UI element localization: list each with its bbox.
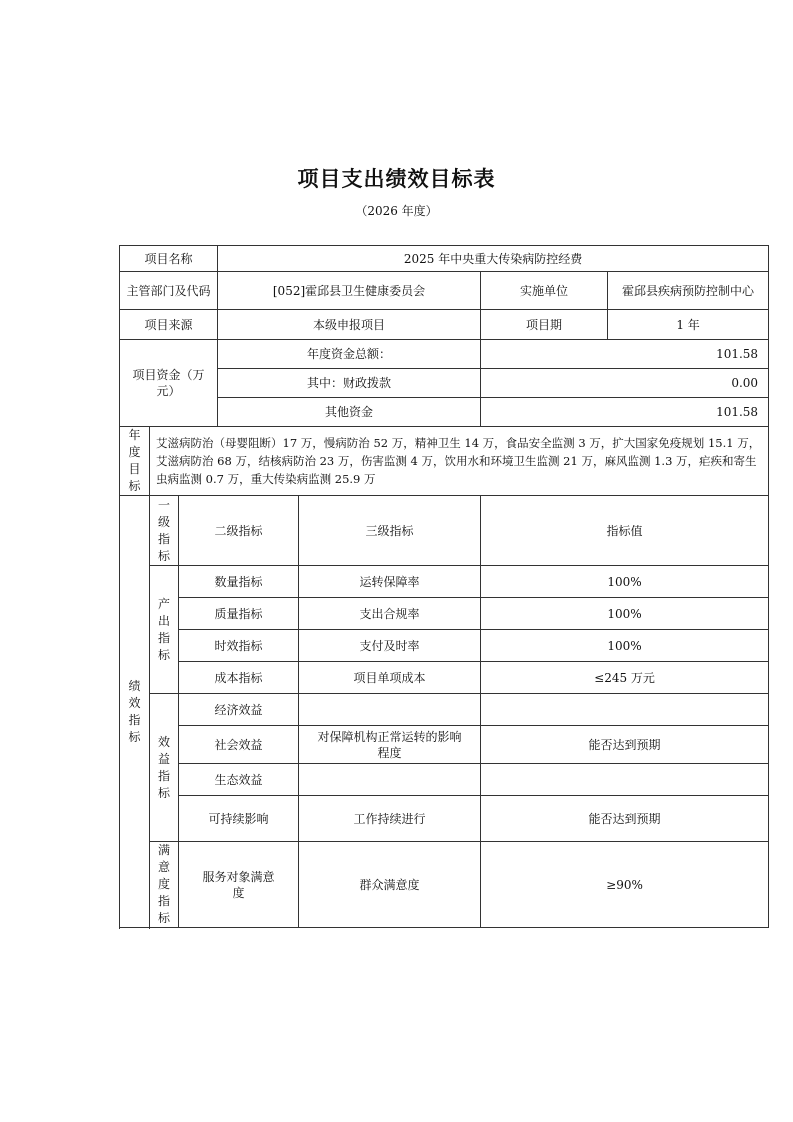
department-label: 主管部门及代码	[120, 272, 218, 310]
level2-cell: 质量指标	[179, 598, 299, 630]
output-row	[120, 662, 769, 694]
benefit-row	[120, 726, 769, 764]
project-name-value: 2025 年中央重大传染病防控经费	[218, 246, 769, 272]
row-project-name	[120, 246, 769, 272]
header-value: 指标值	[481, 496, 769, 566]
benefit-row	[120, 764, 769, 796]
page-subtitle: （2026 年度）	[355, 204, 438, 218]
indicator-value-cell	[481, 694, 769, 726]
level3-cell	[299, 694, 481, 726]
indicator-value-cell: 100%	[481, 630, 769, 662]
level3-cell: 项目单项成本	[299, 662, 481, 694]
benefit-row	[120, 796, 769, 842]
impl-unit-label: 实施单位	[481, 272, 608, 310]
funds-fiscal-label: 其中：财政拨款	[218, 369, 481, 398]
level3-cell	[299, 726, 481, 764]
project-name-label: 项目名称	[120, 246, 218, 272]
level3-cell: 运转保障率	[299, 566, 481, 598]
row-annual-goal	[120, 427, 769, 496]
impl-unit-value: 霍邱县疾病预防控制中心	[608, 272, 769, 310]
source-label: 项目来源	[120, 310, 218, 340]
funds-label	[120, 340, 218, 427]
page-title: 项目支出绩效目标表	[297, 167, 496, 191]
row-department	[120, 272, 769, 310]
annual-goal-label-text: 年度目标	[128, 428, 141, 493]
benefit-indicators-label	[150, 694, 179, 842]
level3-cell: 支付及时率	[299, 630, 481, 662]
row-source	[120, 310, 769, 340]
level3-cell	[299, 764, 481, 796]
level2-cell: 数量指标	[179, 566, 299, 598]
funds-total-label: 年度资金总额：	[218, 340, 481, 369]
row-indicator-header	[120, 496, 769, 566]
indicator-value-cell: 100%	[481, 566, 769, 598]
header-level3: 三级指标	[299, 496, 481, 566]
header-level1	[150, 496, 179, 566]
department-value: [052]霍邱县卫生健康委员会	[218, 272, 481, 310]
level2-cell: 经济效益	[179, 694, 299, 726]
level2-cell: 时效指标	[179, 630, 299, 662]
satisfaction-row	[120, 842, 769, 928]
benefit-indicators-label-text: 效益指标	[157, 734, 170, 800]
indicators-section-label	[120, 496, 150, 928]
header-level2: 二级指标	[179, 496, 299, 566]
period-value: 1 年	[608, 310, 769, 340]
funds-other-value: 101.58	[481, 398, 769, 427]
indicator-value-cell: 能否达到预期	[481, 726, 769, 764]
annual-goal-text: 艾滋病防治（母婴阻断）17 万，慢病防治 52 万，精神卫生 14 万，食品安全监测 3 万，扩大国家免疫规划 15.1 万，艾滋病防治 68 万，结核病防治 23 万，伤害监测 4 万，饮用水和环境卫生监测 21 万，麻风监测 1.3 万，疟疾和寄生虫病监测 0.7 万，重大传染病监测 25.9 万	[150, 427, 769, 496]
indicator-value-cell: ≥90%	[481, 842, 769, 928]
funds-label-text: 项目资金（万元）	[132, 368, 205, 398]
row-funds-other	[120, 398, 769, 427]
output-row	[120, 630, 769, 662]
level3-cell: 工作持续进行	[299, 796, 481, 842]
satisfaction-indicators-label	[150, 842, 179, 928]
level3-cell: 群众满意度	[299, 842, 481, 928]
output-indicators-label	[150, 566, 179, 694]
row-funds-fiscal	[120, 369, 769, 398]
funds-fiscal-value: 0.00	[481, 369, 769, 398]
level2-cell	[179, 842, 299, 928]
level3-text: 对保障机构正常运转的影响程度	[317, 729, 462, 760]
level2-cell: 生态效益	[179, 764, 299, 796]
level2-text: 服务对象满意度	[202, 869, 275, 900]
annual-goal-label	[120, 427, 150, 496]
level2-cell	[179, 796, 299, 842]
level3-cell: 支出合规率	[299, 598, 481, 630]
indicators-section-label-text: 绩效指标	[128, 678, 141, 744]
output-row	[120, 598, 769, 630]
header-level1-text: 一级指标	[157, 497, 170, 563]
row-funds-total	[120, 340, 769, 369]
performance-table	[119, 245, 769, 928]
funds-other-label: 其他资金	[218, 398, 481, 427]
indicator-value-cell: 能否达到预期	[481, 796, 769, 842]
funds-total-value: 101.58	[481, 340, 769, 369]
benefit-row	[120, 694, 769, 726]
output-indicators-label-text: 产出指标	[157, 596, 170, 662]
output-row	[120, 566, 769, 598]
period-label: 项目期	[481, 310, 608, 340]
level2-text: 可持续影响	[208, 811, 269, 826]
level2-cell: 成本指标	[179, 662, 299, 694]
satisfaction-indicators-label-text: 满意度指标	[157, 843, 170, 925]
indicator-value-cell: 100%	[481, 598, 769, 630]
indicator-value-cell: ≤245 万元	[481, 662, 769, 694]
level2-cell: 社会效益	[179, 726, 299, 764]
indicator-value-cell	[481, 764, 769, 796]
source-value: 本级申报项目	[218, 310, 481, 340]
